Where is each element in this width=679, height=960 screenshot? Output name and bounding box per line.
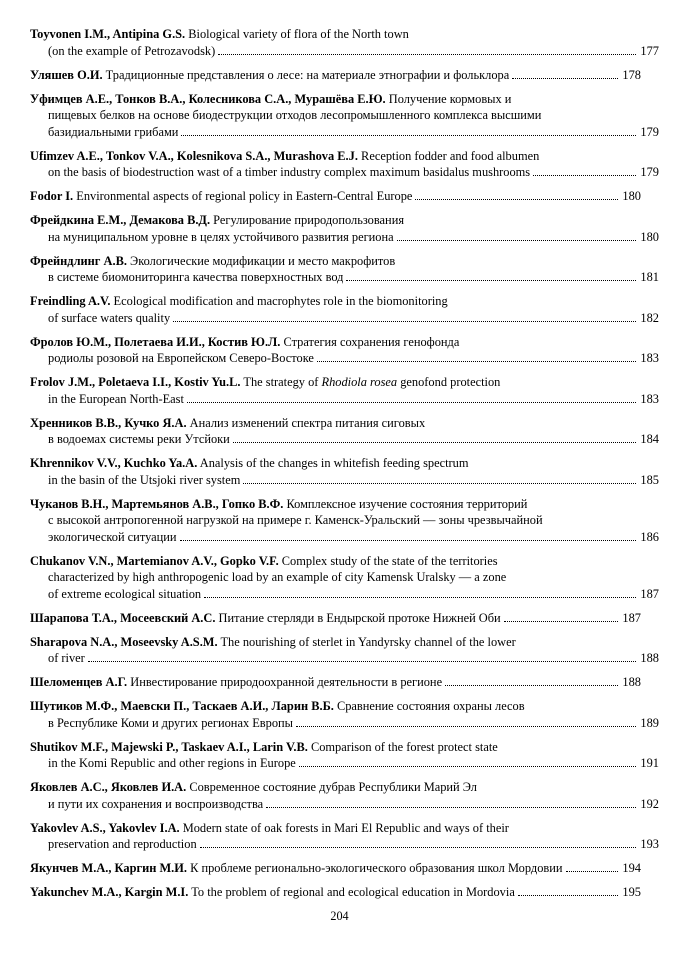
toc-entry-authors: Яковлев А.С., Яковлев И.А.	[30, 780, 187, 794]
toc-entry-line-with-page	[30, 310, 659, 327]
toc-entry-title: Reception fodder and food albumen	[357, 148, 540, 163]
toc-entry-text	[30, 92, 511, 106]
toc-entry[interactable]	[30, 455, 659, 488]
toc-entry-line	[30, 26, 641, 43]
toc-entry-text	[30, 740, 498, 754]
toc-entry-text	[30, 67, 509, 84]
toc-entry-authors: Фрейндлинг А.В.	[30, 253, 127, 268]
toc-entry-title: in the basin of the Utsjoki river system	[48, 472, 241, 487]
toc-entry[interactable]	[30, 253, 659, 286]
toc-page-number: 177	[640, 43, 659, 58]
dot-leader	[512, 78, 618, 79]
toc-entry-line-with-page	[30, 674, 641, 691]
toc-entry-authors: Sharapova N.A., Moseevsky A.S.M.	[30, 634, 218, 649]
toc-entry-line-with-page	[30, 836, 659, 853]
toc-entry-title: Environmental aspects of regional policy in Eastern-Central Europe	[73, 189, 413, 203]
toc-entry-line-with-page	[30, 860, 641, 877]
toc-entry-line-with-page	[30, 586, 659, 603]
toc-entry-title: Comparison of the forest protect state	[307, 739, 498, 754]
toc-entry-line	[30, 820, 641, 837]
toc-entry[interactable]	[30, 67, 641, 84]
toc-entry-text	[48, 715, 293, 732]
toc-entry-line	[30, 334, 641, 351]
toc-entry-text	[30, 821, 509, 835]
dot-leader	[299, 766, 637, 767]
toc-entry-authors: Уфимцев А.Е., Тонков В.А., Колесникова С.А., Мурашёва Е.Ю.	[30, 91, 386, 106]
toc-entry-authors: Фрейдкина Е.М., Демакова В.Д.	[30, 213, 211, 227]
toc-entry-title: To the problem of regional and ecological education in Mordovia	[188, 885, 515, 899]
dot-leader	[445, 685, 618, 686]
toc-entry-line-with-page	[30, 884, 641, 901]
toc-entry-line	[30, 107, 641, 124]
toc-entry-line-with-page	[30, 391, 659, 408]
toc-entry-line-with-page	[30, 796, 659, 813]
toc-entry[interactable]	[30, 610, 641, 627]
toc-entry-text	[48, 529, 177, 546]
toc-entry-title: The strategy of	[240, 375, 322, 389]
toc-entry-text	[48, 391, 184, 408]
toc-page-number: 184	[640, 432, 659, 446]
toc-entry-authors: Шеломенцев А.Г.	[30, 675, 128, 689]
toc-entry-line-with-page	[30, 43, 659, 60]
toc-entry-title: Analysis of the changes in whitefish feeding spectrum	[197, 456, 469, 470]
toc-page-number: 187	[622, 610, 641, 625]
toc-page-number: 185	[640, 472, 659, 487]
toc-entry-title: genofond protection	[397, 375, 501, 389]
toc-entry-line	[30, 553, 641, 570]
toc-entry-title: в Республике Коми и других регионах Европы	[48, 715, 293, 730]
toc-entry-text	[48, 586, 201, 603]
toc-page-number: 188	[640, 651, 659, 665]
toc-entry-line-with-page	[30, 67, 641, 84]
toc-entry[interactable]	[30, 91, 659, 141]
toc-entry[interactable]	[30, 26, 659, 59]
toc-entry-text	[30, 149, 539, 163]
toc-entry[interactable]	[30, 293, 659, 326]
toc-entry-title: of surface waters quality	[48, 310, 171, 325]
toc-entry-line	[30, 415, 641, 432]
toc-entry-text	[30, 860, 563, 877]
dot-leader	[346, 280, 636, 281]
dot-leader	[518, 895, 619, 896]
toc-entry-text	[48, 513, 543, 527]
dot-leader	[181, 135, 636, 136]
dot-leader	[397, 240, 637, 241]
toc-entry[interactable]	[30, 188, 641, 205]
toc-entry-line	[30, 779, 641, 796]
toc-entry-text	[30, 674, 442, 691]
toc-entry-title: пищевых белков на основе биодеструкции отходов лесопромышленного комплекса высшими	[48, 108, 542, 122]
toc-entry-line-with-page	[30, 529, 659, 546]
dot-leader	[296, 726, 636, 727]
dot-leader	[233, 442, 637, 443]
dot-leader	[243, 483, 636, 484]
toc-entry-title: Сравнение состояния охраны лесов	[333, 699, 525, 713]
toc-entry-line	[30, 253, 641, 270]
toc-entry-italic-term: Rhodiola rosea	[321, 375, 398, 389]
toc-entry-text	[48, 431, 230, 448]
toc-entry-line	[30, 455, 641, 472]
toc-entry-text	[48, 650, 85, 667]
dot-leader	[218, 54, 636, 55]
toc-entry-title: in the European North-East	[48, 391, 184, 406]
toc-entry-text	[48, 310, 170, 327]
toc-entry-title: Экологические модификации и место макрофитов	[126, 253, 396, 268]
dot-leader	[533, 175, 636, 176]
toc-entry-text	[30, 416, 425, 430]
toc-entry-title: в водоемах системы реки Утсйоки	[48, 432, 230, 446]
toc-entry-line-with-page	[30, 269, 659, 286]
toc-entry-line-with-page	[30, 755, 659, 772]
toc-entry-text	[30, 610, 501, 627]
toc-entry-title: preservation and reproduction	[48, 837, 197, 851]
toc-entry-title: Комплексное изучение состояния территорий	[283, 496, 528, 511]
toc-entry-authors: Khrennikov V.V., Kuchko Ya.A.	[30, 456, 198, 470]
toc-entry-line	[30, 512, 641, 529]
toc-page-number: 187	[640, 586, 659, 601]
toc-entry-text	[48, 229, 394, 246]
toc-page-number: 186	[640, 529, 659, 544]
toc-entry-title: Modern state of oak forests in Mari El Republic and ways of their	[179, 820, 509, 835]
toc-page-number: 194	[622, 861, 641, 875]
toc-entry-authors: Shutikov M.F., Majewski P., Taskaev A.I., Larin V.B.	[30, 739, 308, 754]
toc-entry-title: in the Komi Republic and other regions in Europe	[48, 756, 296, 770]
toc-entry-title: The nourishing of sterlet in Yandyrsky channel of the lower	[217, 634, 516, 649]
toc-entry-authors: Шутиков М.Ф., Маевски П., Таскаев А.И., Ларин В.Б.	[30, 699, 334, 713]
toc-entry-line	[30, 496, 641, 513]
dot-leader	[204, 597, 636, 598]
toc-entry-authors: Frolov J.M., Poletaeva I.I., Kostiv Yu.L.	[30, 375, 241, 389]
toc-entry-text	[30, 780, 477, 794]
toc-entry-text	[48, 570, 506, 584]
toc-entry[interactable]	[30, 779, 659, 812]
toc-entry-text	[30, 188, 412, 205]
toc-entry[interactable]	[30, 698, 659, 731]
dot-leader	[504, 621, 619, 622]
toc-page-number: 189	[640, 715, 659, 730]
toc-entry-text	[30, 335, 459, 349]
dot-leader	[415, 199, 618, 200]
toc-entry-text	[30, 27, 409, 41]
toc-entry-line	[30, 569, 641, 586]
toc-entry-title: of river	[48, 651, 85, 665]
toc-entry-title: on the basis of biodestruction wast of a timber industry complex maximum basidalus mushrooms	[48, 165, 531, 179]
toc-entry-text	[48, 164, 530, 181]
toc-entry-title: Традиционные представления о лесе: на материале этнографии и фольклора	[102, 67, 510, 82]
toc-entry-title: Питание стерляди в Ендырской протоке Нижней Оби	[215, 610, 501, 625]
toc-entry-text	[30, 213, 404, 227]
toc-entry-text	[30, 294, 448, 308]
toc-page-number: 182	[640, 310, 659, 325]
toc-entry-title: Инвестирование природоохранной деятельности в регионе	[127, 675, 443, 689]
toc-entry[interactable]	[30, 415, 659, 448]
toc-entry-authors: Yakovlev A.S., Yakovlev I.A.	[30, 820, 180, 835]
toc-entry[interactable]	[30, 860, 641, 877]
toc-entry-line-with-page	[30, 431, 659, 448]
toc-entry-text	[48, 350, 314, 367]
toc-page-number: 179	[640, 165, 659, 179]
toc-entry-authors: Чуканов В.Н., Мартемьянов А.В., Гопко В.Ф.	[30, 496, 284, 511]
dot-leader	[317, 361, 636, 362]
toc-page-number: 191	[640, 756, 659, 770]
toc-entry-authors: Шарапова Т.А., Мосеевский А.С.	[30, 610, 216, 625]
toc-entry-line-with-page	[30, 472, 659, 489]
toc-entry[interactable]	[30, 634, 659, 667]
toc-entry-text	[48, 755, 296, 772]
toc-entry-line-with-page	[30, 188, 641, 205]
toc-page-number: 178	[622, 67, 641, 82]
toc-entry-text	[30, 456, 469, 470]
toc-entry[interactable]	[30, 496, 659, 546]
dot-leader	[180, 540, 637, 541]
toc-entry-authors: Yakunchev M.A., Kargin M.I.	[30, 885, 189, 899]
toc-page-number: 180	[640, 229, 659, 244]
toc-entry-title: Ecological modification and macrophytes role in the biomonitoring	[110, 294, 448, 308]
toc-entry-title: Получение кормовых и	[385, 91, 512, 106]
toc-entry-title: Biological variety of flora of the North town	[185, 27, 409, 41]
toc-entry-title: Стратегия сохранения генофонда	[280, 334, 460, 349]
dot-leader	[266, 807, 636, 808]
toc-entry-authors: Freindling A.V.	[30, 294, 111, 308]
toc-entry-text	[48, 269, 343, 286]
toc-entry-title: of extreme ecological situation	[48, 586, 202, 601]
toc-page-number: 180	[622, 189, 641, 203]
toc-entry-title: и пути их сохранения и воспроизводства	[48, 796, 264, 811]
toc-entry-title: базидиальными грибами	[48, 124, 179, 139]
toc-entry-text	[30, 254, 395, 268]
toc-entry-line	[30, 91, 641, 108]
toc-entry-authors: Fodor I.	[30, 189, 74, 203]
toc-entry[interactable]	[30, 553, 659, 603]
toc-entry-title: с высокой антропогенной нагрузкой на примере г. Каменск-Уральский — зоны чрезвычайной	[48, 513, 543, 527]
dot-leader	[173, 321, 636, 322]
table-of-contents	[30, 26, 659, 901]
toc-entry-line	[30, 293, 641, 310]
toc-entry-title: на муниципальном уровне в целях устойчивого развития региона	[48, 229, 394, 244]
toc-entry[interactable]	[30, 212, 659, 245]
toc-entry-line	[30, 739, 641, 756]
toc-entry-title: экологической ситуации	[48, 529, 177, 544]
toc-entry-line-with-page	[30, 124, 659, 141]
toc-entry-title: characterized by high anthropogenic load by an example of city Kamensk Uralsky — a zone	[48, 570, 507, 584]
toc-entry-line-with-page	[30, 610, 641, 627]
toc-page-number: 193	[640, 837, 659, 851]
toc-entry-authors: Chukanov V.N., Martemianov A.V., Gopko V.F.	[30, 553, 279, 568]
toc-entry[interactable]	[30, 674, 641, 691]
toc-entry-line	[30, 212, 641, 229]
toc-entry[interactable]	[30, 148, 659, 181]
toc-entry-text	[30, 699, 525, 713]
toc-entry[interactable]	[30, 820, 659, 853]
toc-entry[interactable]	[30, 884, 641, 901]
page-number-folio: 204	[330, 909, 349, 923]
toc-entry[interactable]	[30, 334, 659, 367]
toc-entry-title: в системе биомониторинга качества поверхностных вод	[48, 270, 344, 284]
toc-page-number: 181	[640, 270, 659, 284]
toc-entry-line	[30, 148, 641, 165]
toc-entry-line	[30, 374, 641, 391]
toc-entry-line-with-page	[30, 715, 659, 732]
toc-entry-title: (on the example of Petrozavodsk)	[48, 43, 216, 58]
toc-entry-text	[48, 836, 197, 853]
toc-entry-text	[48, 472, 240, 489]
toc-entry-text	[48, 43, 215, 60]
toc-page-number: 179	[640, 124, 659, 139]
toc-entry-line-with-page	[30, 650, 659, 667]
toc-entry-text	[30, 635, 516, 649]
toc-entry[interactable]	[30, 739, 659, 772]
toc-entry-line	[30, 634, 641, 651]
toc-entry-text	[48, 124, 178, 141]
toc-entry-title: Complex study of the state of the territories	[278, 553, 498, 568]
toc-entry-authors: Якунчев М.А., Каргин М.И.	[30, 861, 187, 875]
toc-page-number: 183	[640, 351, 659, 365]
dot-leader	[566, 871, 619, 872]
toc-entry-line-with-page	[30, 350, 659, 367]
toc-entry-authors: Хренников В.В., Кучко Я.А.	[30, 415, 187, 430]
toc-entry-authors: Уляшев О.И.	[30, 67, 103, 82]
toc-entry-line-with-page	[30, 164, 659, 181]
toc-entry-authors: Фролов Ю.М., Полетаева И.И., Костив Ю.Л.	[30, 334, 281, 349]
toc-page-number: 192	[640, 796, 659, 811]
toc-entry-text	[30, 497, 527, 511]
toc-entry-authors: Ufimzev A.E., Tonkov V.A., Kolesnikova S.A., Murashova E.J.	[30, 148, 358, 163]
dot-leader	[187, 402, 636, 403]
toc-entry-title: Регулирование природопользования	[210, 213, 405, 227]
toc-page-number: 195	[622, 885, 641, 899]
toc-entry-title: К проблеме регионально-экологического образования школ Мордовии	[187, 861, 563, 875]
dot-leader	[200, 847, 637, 848]
toc-entry-line-with-page	[30, 229, 659, 246]
toc-entry-text	[48, 796, 263, 813]
toc-entry-text	[48, 108, 541, 122]
toc-entry-text	[30, 375, 500, 389]
toc-entry-text	[30, 884, 515, 901]
toc-entry-line	[30, 698, 641, 715]
toc-entry-title: Анализ изменений спектра питания сиговых	[186, 415, 426, 430]
toc-entry-title: Современное состояние дубрав Республики Марий Эл	[186, 780, 477, 794]
dot-leader	[88, 661, 637, 662]
toc-page-number: 183	[640, 391, 659, 406]
toc-entry-title: родиолы розовой на Европейском Северо-Востоке	[48, 351, 314, 365]
toc-entry[interactable]	[30, 374, 659, 407]
toc-entry-text	[30, 554, 498, 568]
toc-entry-authors: Toyvonen I.M., Antipina G.S.	[30, 27, 186, 41]
toc-page-number: 188	[622, 675, 641, 689]
